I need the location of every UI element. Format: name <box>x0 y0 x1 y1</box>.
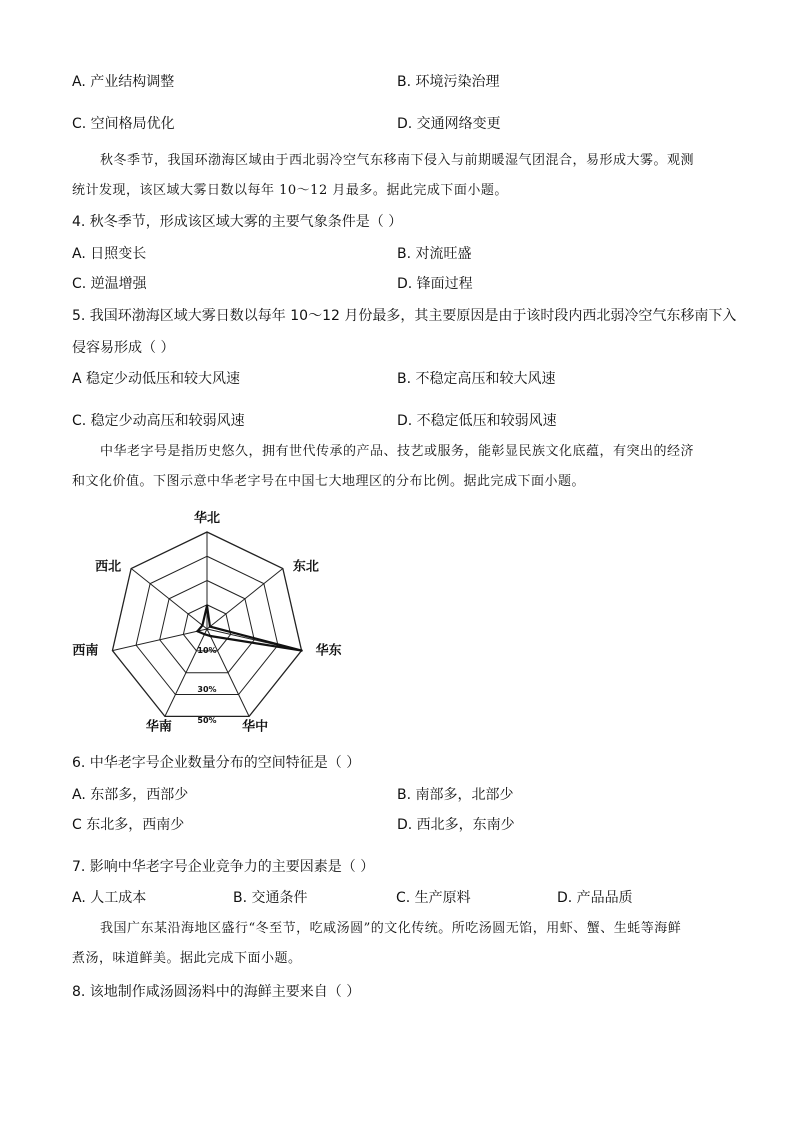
radar-axis-label: 华中 <box>242 719 269 735</box>
q3-option-d: D. 交通网络变更 <box>397 116 501 132</box>
q5-option-b: B. 不稳定高压和较大风速 <box>397 371 556 387</box>
radar-point-西南 <box>196 630 198 632</box>
radar-point-华东 <box>300 649 302 651</box>
radar-point-华南 <box>203 633 205 635</box>
q5-stem-line2: 侵容易形成（ ） <box>72 340 175 356</box>
radar-point-东北 <box>209 625 211 627</box>
q6-option-c: C 东北多，西南少 <box>72 817 185 833</box>
q6-stem: 6. 中华老字号企业数量分布的空间特征是（ ） <box>72 755 361 771</box>
radar-ring-label: 10% <box>197 646 217 655</box>
radar-point-华北 <box>206 605 208 607</box>
q4-option-c: C. 逆温增强 <box>72 276 147 292</box>
radar-chart <box>72 505 350 740</box>
q8-stem: 8. 该地制作咸汤圆汤料中的海鲜主要来自（ ） <box>72 984 361 1000</box>
radar-ring-label: 30% <box>197 685 217 694</box>
q4-stem: 4. 秋冬季节，形成该区域大雾的主要气象条件是（ ） <box>72 214 403 230</box>
q7-option-b: B. 交通条件 <box>233 890 308 906</box>
radar-ring-label: 50% <box>197 716 217 725</box>
q6-option-a: A. 东部多，西部少 <box>72 787 189 803</box>
radar-spoke <box>131 569 207 629</box>
radar-series-polygon <box>198 606 302 651</box>
q3-option-c: C. 空间格局优化 <box>72 116 175 132</box>
radar-axis-label: 东北 <box>292 559 319 575</box>
q7-stem: 7. 影响中华老字号企业竞争力的主要因素是（ ） <box>72 859 375 875</box>
radar-spoke <box>112 629 207 651</box>
radar-axis-label: 西北 <box>95 559 122 575</box>
radar-axis-label: 华东 <box>315 643 342 659</box>
passage2-line1: 中华老字号是指历史悠久，拥有世代传承的产品、技艺或服务，能彰显民族文化底蕴，有突出的经济 <box>100 444 695 459</box>
passage2-line2: 和文化价值。下图示意中华老字号在中国七大地理区的分布比例。据此完成下面小题。 <box>72 474 586 489</box>
passage1-line2: 统计发现，该区域大雾日数以每年 10～12 月最多。据此完成下面小题。 <box>72 183 508 198</box>
q3-option-b: B. 环境污染治理 <box>397 74 500 90</box>
radar-axis-label: 西南 <box>72 643 99 659</box>
q4-option-a: A. 日照变长 <box>72 246 147 262</box>
q4-option-d: D. 锋面过程 <box>397 276 473 292</box>
q6-option-d: D. 西北多，东南少 <box>397 817 515 833</box>
radar-ring-labels <box>197 646 216 725</box>
radar-axis-label: 华北 <box>193 511 221 526</box>
radar-point-西北 <box>201 624 203 626</box>
passage1-line1: 秋冬季节，我国环渤海区域由于西北弱冷空气东移南下侵入与前期暖湿气团混合，易形成大雾。观测 <box>100 153 695 168</box>
radar-spoke <box>207 569 283 629</box>
radar-axis-label: 华南 <box>145 719 172 735</box>
radar-point-华中 <box>209 635 211 637</box>
passage3-line2: 煮汤，味道鲜美。据此完成下面小题。 <box>72 951 302 966</box>
passage3-line1: 我国广东某沿海地区盛行“冬至节，吃咸汤圆”的文化传统。所吃汤圆无馅，用虾、蟹、生蚝等海鲜 <box>100 921 682 936</box>
q5-stem-line1: 5. 我国环渤海区域大雾日数以每年 10～12 月份最多，其主要原因是由于该时段内西北弱冷空气东移南下入 <box>72 308 737 324</box>
q5-option-d: D. 不稳定低压和较弱风速 <box>397 413 557 429</box>
q4-option-b: B. 对流旺盛 <box>397 246 472 262</box>
q6-option-b: B. 南部多，北部少 <box>397 787 514 803</box>
q7-option-a: A. 人工成本 <box>72 890 147 906</box>
q3-option-a: A. 产业结构调整 <box>72 74 175 90</box>
q7-option-d: D. 产品品质 <box>557 890 633 906</box>
q5-option-c: C. 稳定少动高压和较弱风速 <box>72 413 245 429</box>
q7-option-c: C. 生产原料 <box>396 890 471 906</box>
q5-option-a: A 稳定少动低压和较大风速 <box>72 371 241 387</box>
